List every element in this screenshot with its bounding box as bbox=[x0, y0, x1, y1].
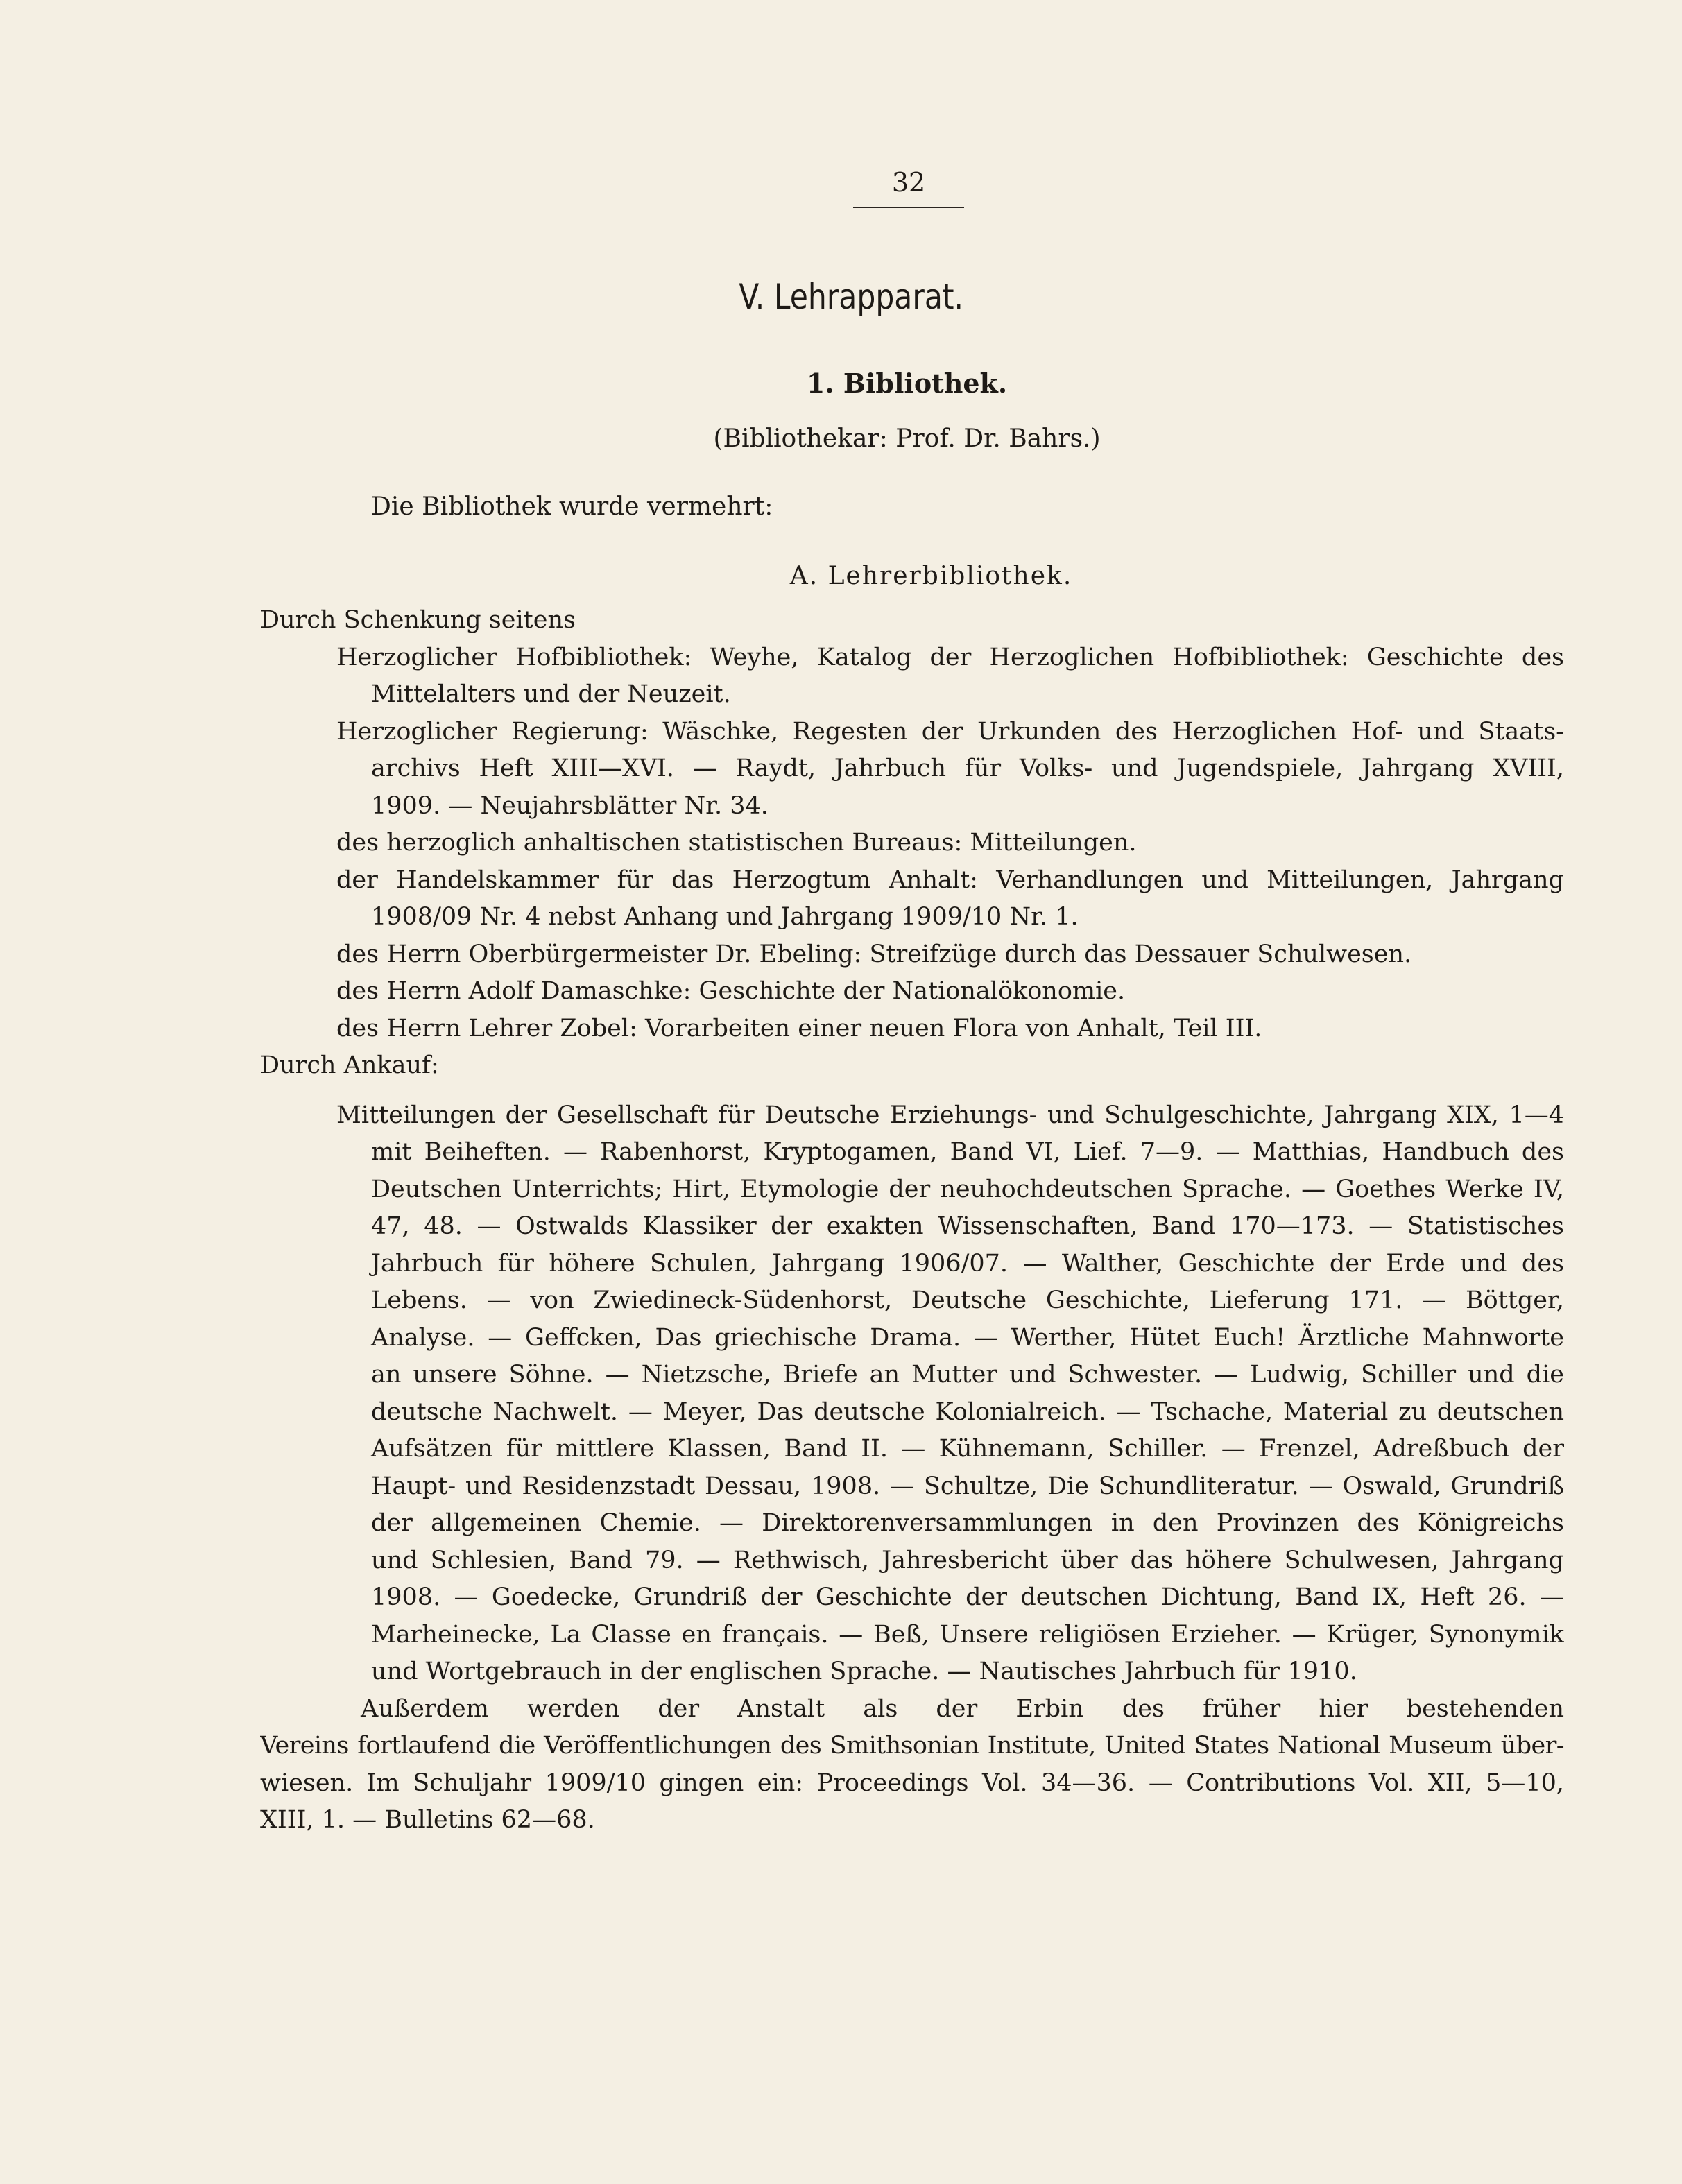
subsection-title: 1. Bibliothek. bbox=[806, 368, 1008, 399]
gift-line: des Herrn Oberbürgermeister Dr. Ebeling: Streifzüge durch das Dessauer Schulwesen. bbox=[336, 940, 1412, 968]
purchase-line: an unsere Söhne. — Nietzsche, Briefe an Mutter und Schwester. — Ludwig, Schiller und die bbox=[371, 1361, 1564, 1388]
gift-entry bbox=[260, 825, 1564, 862]
purchase-line: Haupt- und Residenzstadt Dessau, 1908. — Schultze, Die Schundliteratur. — Oswald, Grundriß bbox=[371, 1472, 1564, 1500]
purchase-line: Marheinecke, La Classe en français. — Beß, Unsere religiösen Erzieher. — Krüger, Synonymik bbox=[371, 1620, 1564, 1649]
gift-line: der Handelskammer für das Herzogtum Anhalt: Verhandlungen und Mitteilungen, Jahrgang bbox=[336, 866, 1564, 894]
purchase-line: Analyse. — Geffcken, Das griechische Drama. — Werther, Hütet Euch! Ärztliche Mahnworte bbox=[371, 1323, 1564, 1352]
closing-line: wiesen. Im Schuljahr 1909/10 gingen ein: Proceedings Vol. 34—36. — Contributions Vol. XII, 5—10, bbox=[260, 1769, 1564, 1797]
gifts-heading: Durch Schenkung seitens bbox=[260, 606, 576, 634]
purchase-line: 1908. — Goedecke, Grundriß der Geschichte der deutschen Dichtung, Band IX, Heft 26. — bbox=[371, 1583, 1564, 1611]
purchase-line: Mitteilungen der Gesellschaft für Deutsche Erziehungs- und Schulgeschichte, Jahrgang XIX, 1—4 bbox=[336, 1101, 1564, 1129]
librarian-note: (Bibliothekar: Prof. Dr. Bahrs.) bbox=[713, 424, 1101, 453]
gift-line: Herzoglicher Hofbibliothek: Weyhe, Katalog der Herzoglichen Hofbibliothek: Geschichte des bbox=[336, 643, 1564, 671]
gift-entry bbox=[260, 936, 1564, 974]
purchase-list bbox=[260, 1097, 1564, 1691]
purchase-line: deutsche Nachwelt. — Meyer, Das deutsche Kolonialreich. — Tschache, Material zu deutschen bbox=[371, 1398, 1564, 1426]
gift-entry bbox=[260, 862, 1564, 936]
page-number: 32 bbox=[891, 167, 926, 198]
purchase-line: Lebens. — von Zwiedineck-Südenhorst, Deutsche Geschichte, Lieferung 171. — Böttger, bbox=[371, 1287, 1564, 1314]
gift-entry bbox=[260, 1011, 1564, 1048]
purchase-line: und Wortgebrauch in der englischen Sprache. — Nautisches Jahrbuch für 1910. bbox=[371, 1658, 1357, 1685]
purchase-line: Jahrbuch für höhere Schulen, Jahrgang 1906/07. — Walther, Geschichte der Erde und des bbox=[371, 1249, 1564, 1278]
closing-line: Außerdem werden der Anstalt als der Erbin des früher hier bestehenden bbox=[361, 1694, 1564, 1723]
gift-line: des Herrn Adolf Damaschke: Geschichte der Nationalökonomie. bbox=[336, 977, 1126, 1005]
purchase-line: der allgemeinen Chemie. — Direktorenversammlungen in den Provinzen des Königreichs bbox=[371, 1509, 1564, 1537]
gift-entry bbox=[260, 639, 1564, 714]
spacer bbox=[260, 1085, 1564, 1097]
purchase-heading: Durch Ankauf: bbox=[260, 1051, 439, 1079]
gift-entry bbox=[260, 973, 1564, 1011]
closing-paragraph bbox=[260, 1691, 1564, 1839]
gift-line: 1908/09 Nr. 4 nebst Anhang und Jahrgang 1909/10 Nr. 1. bbox=[371, 903, 1079, 931]
purchase-line: Deutschen Unterrichts; Hirt, Etymologie der neuhochdeutschen Sprache. — Goethes Werke IV, bbox=[371, 1175, 1564, 1203]
closing-line: XIII, 1. — Bulletins 62—68. bbox=[260, 1806, 595, 1834]
purchase-line: mit Beiheften. — Rabenhorst, Kryptogamen, Band VI, Lief. 7—9. — Matthias, Handbuch des bbox=[371, 1138, 1564, 1166]
gift-line: Mittelalters und der Neuzeit. bbox=[371, 680, 731, 708]
purchase-line: und Schlesien, Band 79. — Rethwisch, Jahresbericht über das höhere Schulwesen, Jahrgang bbox=[371, 1546, 1564, 1574]
purchase-line: 47, 48. — Ostwalds Klassiker der exakten Wissenschaften, Band 170—173. — Statistisches bbox=[371, 1212, 1564, 1240]
gift-entry bbox=[260, 714, 1564, 825]
gift-line: des Herrn Lehrer Zobel: Vorarbeiten einer neuen Flora von Anhalt, Teil III. bbox=[336, 1014, 1262, 1042]
page-number-rule bbox=[853, 207, 964, 208]
gift-line: archivs Heft XIII—XVI. — Raydt, Jahrbuch für Volks- und Jugendspiele, Jahrgang XVIII, bbox=[371, 755, 1564, 782]
body-text bbox=[260, 602, 1564, 1839]
purchase-line: Aufsätzen für mittlere Klassen, Band II. — Kühnemann, Schiller. — Frenzel, Adreßbuch der bbox=[371, 1435, 1564, 1463]
intro-text: Die Bibliothek wurde vermehrt: bbox=[371, 492, 773, 521]
gift-line: des herzoglich anhaltischen statistischen Bureaus: Mitteilungen. bbox=[336, 829, 1137, 857]
closing-line: Vereins fortlaufend die Veröffentlichungen des Smithsonian Institute, United States National Museum über- bbox=[260, 1732, 1564, 1760]
teacher-library-heading: A. Lehrerbibliothek. bbox=[789, 562, 1073, 590]
section-title: V. Lehrapparat. bbox=[739, 277, 964, 317]
gift-line: Herzoglicher Regierung: Wäschke, Regesten der Urkunden des Herzoglichen Hof- und Staats- bbox=[336, 717, 1564, 746]
gift-line: 1909. — Neujahrsblätter Nr. 34. bbox=[371, 791, 769, 820]
